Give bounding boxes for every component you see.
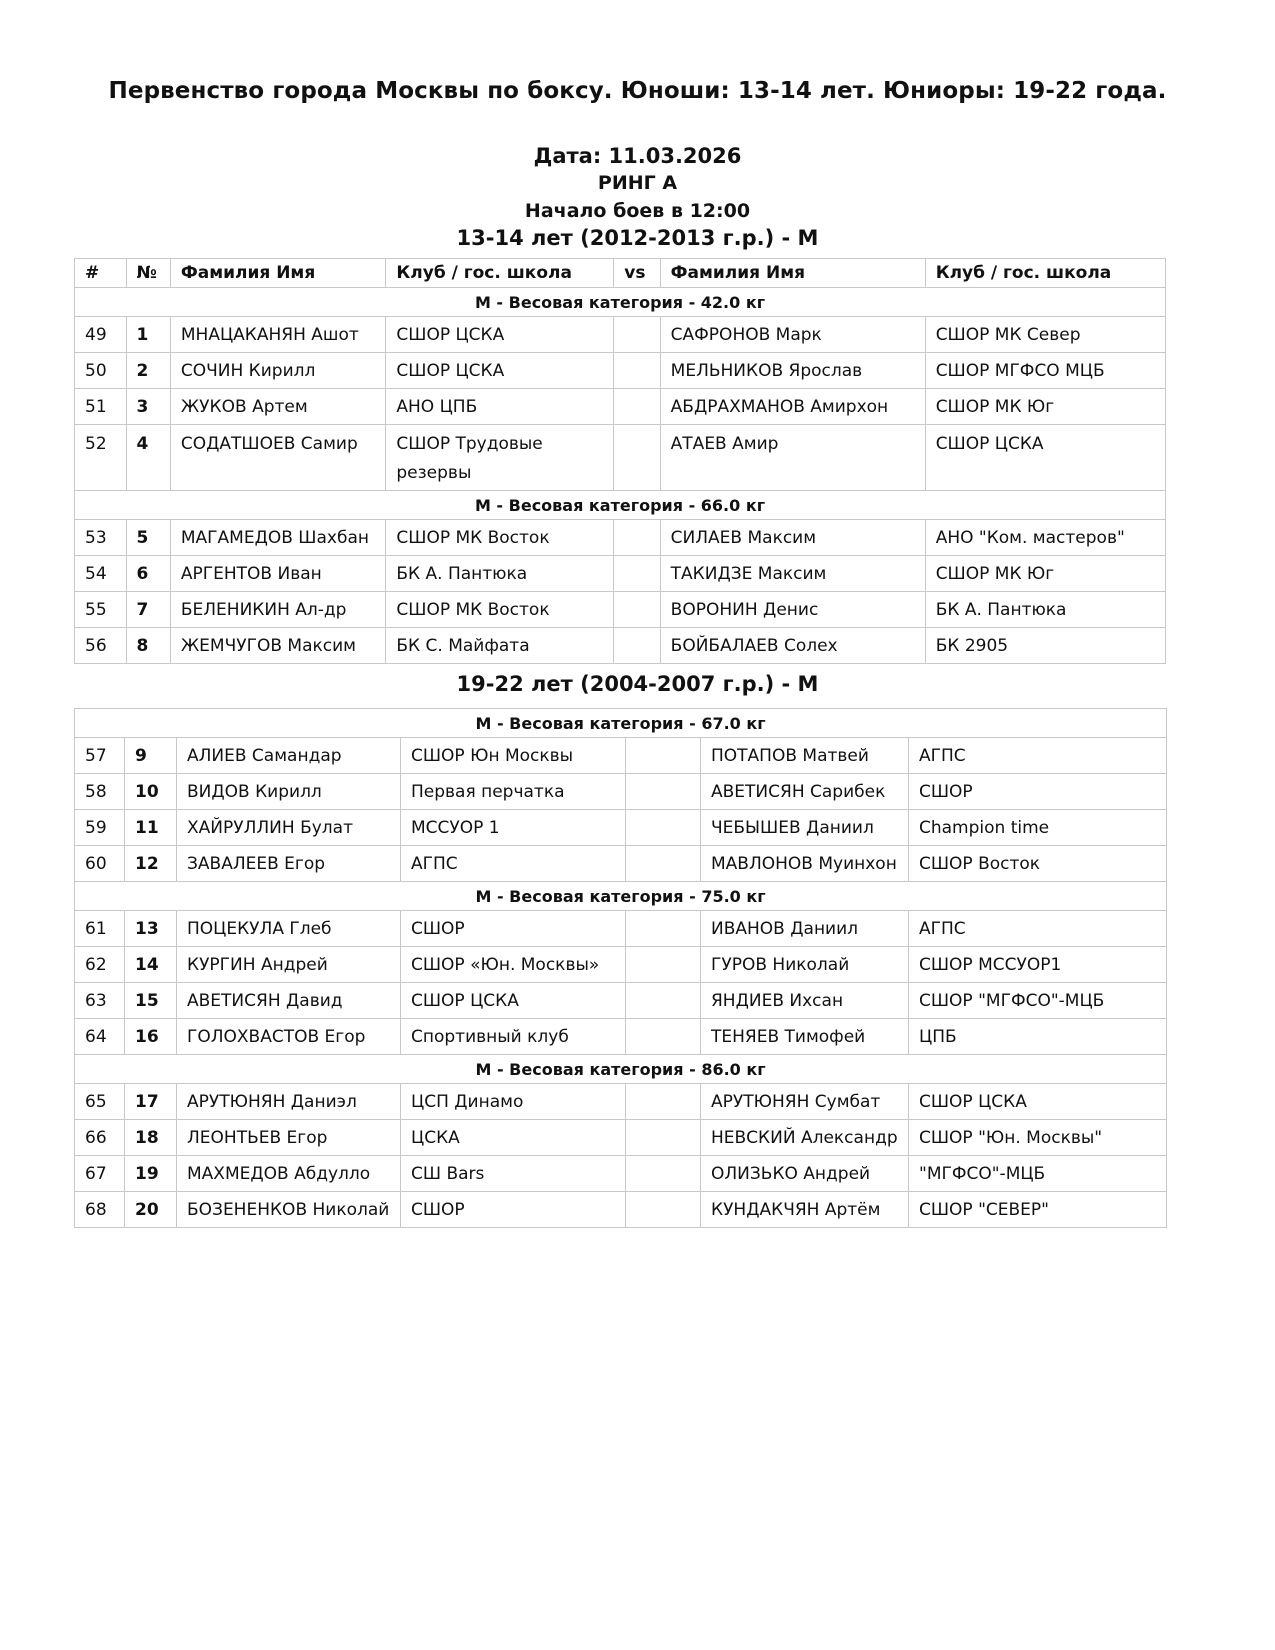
bout-order: 58 bbox=[75, 774, 125, 810]
bout-order: 55 bbox=[75, 592, 127, 628]
vs-cell bbox=[626, 983, 701, 1019]
red-corner-name: ЖУКОВ Артем bbox=[170, 389, 386, 425]
blue-corner-club: БК 2905 bbox=[925, 628, 1165, 664]
blue-corner-club: СШОР "МГФСО"-МЦБ bbox=[909, 983, 1167, 1019]
ring-label: РИНГ А bbox=[597, 172, 678, 194]
start-time: Начало боев в 12:00 bbox=[524, 200, 751, 222]
bout-row bbox=[75, 353, 1166, 389]
red-corner-club: СШОР ЦСКА bbox=[386, 353, 614, 389]
vs-cell bbox=[626, 1156, 701, 1192]
bout-number: 17 bbox=[125, 1084, 177, 1120]
bout-row bbox=[75, 1192, 1167, 1228]
blue-corner-club: СШОР Восток bbox=[909, 846, 1167, 882]
blue-corner-club: АГПС bbox=[909, 911, 1167, 947]
bout-order: 66 bbox=[75, 1120, 125, 1156]
header-bout-number: № bbox=[126, 259, 170, 288]
blue-corner-name: АТАЕВ Амир bbox=[660, 425, 925, 491]
bout-row bbox=[75, 389, 1166, 425]
red-corner-club: СШ Bars bbox=[401, 1156, 626, 1192]
bout-row bbox=[75, 774, 1167, 810]
bout-number: 14 bbox=[125, 947, 177, 983]
bout-number: 10 bbox=[125, 774, 177, 810]
blue-corner-name: САФРОНОВ Марк bbox=[660, 317, 925, 353]
bout-row bbox=[75, 556, 1166, 592]
weight-category-label: М - Весовая категория - 75.0 кг bbox=[75, 882, 1167, 911]
red-corner-name: МНАЦАКАНЯН Ашот bbox=[170, 317, 386, 353]
weight-category-label: М - Весовая категория - 66.0 кг bbox=[75, 491, 1166, 520]
bout-row bbox=[75, 911, 1167, 947]
blue-corner-name: МАВЛОНОВ Муинхон bbox=[701, 846, 909, 882]
vs-cell bbox=[614, 353, 660, 389]
blue-corner-name: ЧЕБЫШЕВ Даниил bbox=[701, 810, 909, 846]
bout-order: 61 bbox=[75, 911, 125, 947]
blue-corner-club: СШОР МГФСО МЦБ bbox=[925, 353, 1165, 389]
vs-cell bbox=[614, 556, 660, 592]
bout-order: 56 bbox=[75, 628, 127, 664]
red-corner-club: СШОР bbox=[401, 1192, 626, 1228]
header-blue-name: Фамилия Имя bbox=[660, 259, 925, 288]
bout-number: 4 bbox=[126, 425, 170, 491]
bout-number: 19 bbox=[125, 1156, 177, 1192]
blue-corner-club: СШОР МССУОР1 bbox=[909, 947, 1167, 983]
vs-cell bbox=[626, 947, 701, 983]
event-date: Дата: 11.03.2026 bbox=[533, 144, 742, 168]
red-corner-club: МССУОР 1 bbox=[401, 810, 626, 846]
blue-corner-club: СШОР МК Север bbox=[925, 317, 1165, 353]
red-corner-name: АРУТЮНЯН Даниэл bbox=[177, 1084, 401, 1120]
bout-row bbox=[75, 1120, 1167, 1156]
red-corner-club: АГПС bbox=[401, 846, 626, 882]
blue-corner-club: АНО "Ком. мастеров" bbox=[925, 520, 1165, 556]
blue-corner-name: ВОРОНИН Денис bbox=[660, 592, 925, 628]
blue-corner-name: ГУРОВ Николай bbox=[701, 947, 909, 983]
bout-order: 49 bbox=[75, 317, 127, 353]
bout-number: 3 bbox=[126, 389, 170, 425]
bout-number: 9 bbox=[125, 738, 177, 774]
red-corner-name: АЛИЕВ Самандар bbox=[177, 738, 401, 774]
blue-corner-name: ИВАНОВ Даниил bbox=[701, 911, 909, 947]
bout-row bbox=[75, 317, 1166, 353]
red-corner-club: СШОР Трудовые резервы bbox=[386, 425, 614, 491]
table-header-row bbox=[75, 259, 1166, 288]
header-red-name: Фамилия Имя bbox=[170, 259, 386, 288]
bout-order: 53 bbox=[75, 520, 127, 556]
red-corner-name: СОЧИН Кирилл bbox=[170, 353, 386, 389]
blue-corner-name: БОЙБАЛАЕВ Солех bbox=[660, 628, 925, 664]
weight-category-row bbox=[75, 882, 1167, 911]
header-blue-club: Клуб / гос. школа bbox=[925, 259, 1165, 288]
vs-cell bbox=[614, 520, 660, 556]
vs-cell bbox=[626, 1084, 701, 1120]
blue-corner-club: СШОР МК Юг bbox=[925, 389, 1165, 425]
red-corner-name: АРГЕНТОВ Иван bbox=[170, 556, 386, 592]
red-corner-name: ХАЙРУЛЛИН Булат bbox=[177, 810, 401, 846]
bout-row bbox=[75, 1019, 1167, 1055]
bout-row bbox=[75, 1084, 1167, 1120]
red-corner-name: АВЕТИСЯН Давид bbox=[177, 983, 401, 1019]
weight-category-row bbox=[75, 288, 1166, 317]
blue-corner-name: АРУТЮНЯН Сумбат bbox=[701, 1084, 909, 1120]
header-order: # bbox=[75, 259, 127, 288]
bout-number: 1 bbox=[126, 317, 170, 353]
red-corner-club: БК С. Майфата bbox=[386, 628, 614, 664]
bouts-table-13-14 bbox=[74, 258, 1166, 664]
blue-corner-club: ЦПБ bbox=[909, 1019, 1167, 1055]
red-corner-club: АНО ЦПБ bbox=[386, 389, 614, 425]
red-corner-name: МАГАМЕДОВ Шахбан bbox=[170, 520, 386, 556]
red-corner-club: СШОР bbox=[401, 911, 626, 947]
blue-corner-club: АГПС bbox=[909, 738, 1167, 774]
weight-category-label: М - Весовая категория - 86.0 кг bbox=[75, 1055, 1167, 1084]
vs-cell bbox=[626, 846, 701, 882]
bout-order: 51 bbox=[75, 389, 127, 425]
blue-corner-name: СИЛАЕВ Максим bbox=[660, 520, 925, 556]
bout-row bbox=[75, 1156, 1167, 1192]
bout-order: 57 bbox=[75, 738, 125, 774]
bout-row bbox=[75, 425, 1166, 491]
blue-corner-club: СШОР "Юн. Москвы" bbox=[909, 1120, 1167, 1156]
section-title-juniors: 13-14 лет (2012-2013 г.р.) - М bbox=[456, 226, 819, 250]
bout-number: 2 bbox=[126, 353, 170, 389]
vs-cell bbox=[614, 389, 660, 425]
weight-category-row bbox=[75, 1055, 1167, 1084]
bout-row bbox=[75, 628, 1166, 664]
header-vs: vs bbox=[614, 259, 660, 288]
blue-corner-name: АВЕТИСЯН Сарибек bbox=[701, 774, 909, 810]
blue-corner-club: СШОР МК Юг bbox=[925, 556, 1165, 592]
blue-corner-name: ОЛИЗЬКО Андрей bbox=[701, 1156, 909, 1192]
vs-cell bbox=[626, 1192, 701, 1228]
vs-cell bbox=[614, 425, 660, 491]
header-red-club: Клуб / гос. школа bbox=[386, 259, 614, 288]
red-corner-club: СШОР «Юн. Москвы» bbox=[401, 947, 626, 983]
bout-number: 8 bbox=[126, 628, 170, 664]
blue-corner-name: ТАКИДЗЕ Максим bbox=[660, 556, 925, 592]
bout-order: 64 bbox=[75, 1019, 125, 1055]
blue-corner-club: СШОР ЦСКА bbox=[909, 1084, 1167, 1120]
vs-cell bbox=[626, 738, 701, 774]
red-corner-name: СОДАТШОЕВ Самир bbox=[170, 425, 386, 491]
vs-cell bbox=[614, 592, 660, 628]
bout-order: 60 bbox=[75, 846, 125, 882]
red-corner-name: БЕЛЕНИКИН Ал-др bbox=[170, 592, 386, 628]
red-corner-club: Первая перчатка bbox=[401, 774, 626, 810]
bout-number: 12 bbox=[125, 846, 177, 882]
bout-number: 16 bbox=[125, 1019, 177, 1055]
bout-order: 59 bbox=[75, 810, 125, 846]
red-corner-name: КУРГИН Андрей bbox=[177, 947, 401, 983]
bout-number: 11 bbox=[125, 810, 177, 846]
blue-corner-name: ТЕНЯЕВ Тимофей bbox=[701, 1019, 909, 1055]
blue-corner-club: СШОР "СЕВЕР" bbox=[909, 1192, 1167, 1228]
blue-corner-club: Champion time bbox=[909, 810, 1167, 846]
vs-cell bbox=[626, 1120, 701, 1156]
bout-order: 63 bbox=[75, 983, 125, 1019]
blue-corner-club: "МГФСО"-МЦБ bbox=[909, 1156, 1167, 1192]
vs-cell bbox=[614, 317, 660, 353]
bout-row bbox=[75, 983, 1167, 1019]
bout-row bbox=[75, 592, 1166, 628]
red-corner-name: ЖЕМЧУГОВ Максим bbox=[170, 628, 386, 664]
bout-number: 20 bbox=[125, 1192, 177, 1228]
red-corner-name: ПОЦЕКУЛА Глеб bbox=[177, 911, 401, 947]
red-corner-club: СШОР ЦСКА bbox=[386, 317, 614, 353]
bout-order: 67 bbox=[75, 1156, 125, 1192]
bout-row bbox=[75, 846, 1167, 882]
red-corner-name: МАХМЕДОВ Абдулло bbox=[177, 1156, 401, 1192]
red-corner-club: БК А. Пантюка bbox=[386, 556, 614, 592]
red-corner-club: Спортивный клуб bbox=[401, 1019, 626, 1055]
bout-order: 62 bbox=[75, 947, 125, 983]
weight-category-label: М - Весовая категория - 42.0 кг bbox=[75, 288, 1166, 317]
bout-number: 5 bbox=[126, 520, 170, 556]
bout-row bbox=[75, 738, 1167, 774]
blue-corner-name: КУНДАКЧЯН Артём bbox=[701, 1192, 909, 1228]
red-corner-name: ВИДОВ Кирилл bbox=[177, 774, 401, 810]
bout-number: 15 bbox=[125, 983, 177, 1019]
blue-corner-club: СШОР bbox=[909, 774, 1167, 810]
bout-order: 52 bbox=[75, 425, 127, 491]
bout-order: 54 bbox=[75, 556, 127, 592]
bout-row bbox=[75, 947, 1167, 983]
vs-cell bbox=[626, 774, 701, 810]
blue-corner-name: ЯНДИЕВ Ихсан bbox=[701, 983, 909, 1019]
bout-order: 65 bbox=[75, 1084, 125, 1120]
bout-number: 7 bbox=[126, 592, 170, 628]
blue-corner-name: АБДРАХМАНОВ Амирхон bbox=[660, 389, 925, 425]
red-corner-club: СШОР Юн Москвы bbox=[401, 738, 626, 774]
bout-row bbox=[75, 520, 1166, 556]
bout-number: 18 bbox=[125, 1120, 177, 1156]
bout-order: 68 bbox=[75, 1192, 125, 1228]
blue-corner-name: ПОТАПОВ Матвей bbox=[701, 738, 909, 774]
vs-cell bbox=[626, 911, 701, 947]
blue-corner-name: МЕЛЬНИКОВ Ярослав bbox=[660, 353, 925, 389]
section-title-youth: 19-22 лет (2004-2007 г.р.) - М bbox=[456, 672, 819, 696]
red-corner-name: ЛЕОНТЬЕВ Егор bbox=[177, 1120, 401, 1156]
vs-cell bbox=[626, 810, 701, 846]
red-corner-name: ЗАВАЛЕЕВ Егор bbox=[177, 846, 401, 882]
blue-corner-club: БК А. Пантюка bbox=[925, 592, 1165, 628]
red-corner-club: СШОР МК Восток bbox=[386, 592, 614, 628]
weight-category-label: М - Весовая категория - 67.0 кг bbox=[75, 709, 1167, 738]
vs-cell bbox=[614, 628, 660, 664]
red-corner-club: СШОР МК Восток bbox=[386, 520, 614, 556]
bout-order: 50 bbox=[75, 353, 127, 389]
vs-cell bbox=[626, 1019, 701, 1055]
red-corner-name: ГОЛОХВАСТОВ Егор bbox=[177, 1019, 401, 1055]
weight-category-row bbox=[75, 491, 1166, 520]
red-corner-club: СШОР ЦСКА bbox=[401, 983, 626, 1019]
bout-row bbox=[75, 810, 1167, 846]
bout-number: 6 bbox=[126, 556, 170, 592]
blue-corner-name: НЕВСКИЙ Александр bbox=[701, 1120, 909, 1156]
red-corner-club: ЦСКА bbox=[401, 1120, 626, 1156]
red-corner-name: БОЗЕНЕНКОВ Николай bbox=[177, 1192, 401, 1228]
red-corner-club: ЦСП Динамо bbox=[401, 1084, 626, 1120]
weight-category-row bbox=[75, 709, 1167, 738]
document-title: Первенство города Москвы по боксу. Юноши: 13-14 лет. Юниоры: 19-22 года. bbox=[108, 78, 1167, 104]
bouts-table-19-22 bbox=[74, 708, 1167, 1228]
bout-number: 13 bbox=[125, 911, 177, 947]
blue-corner-club: СШОР ЦСКА bbox=[925, 425, 1165, 491]
